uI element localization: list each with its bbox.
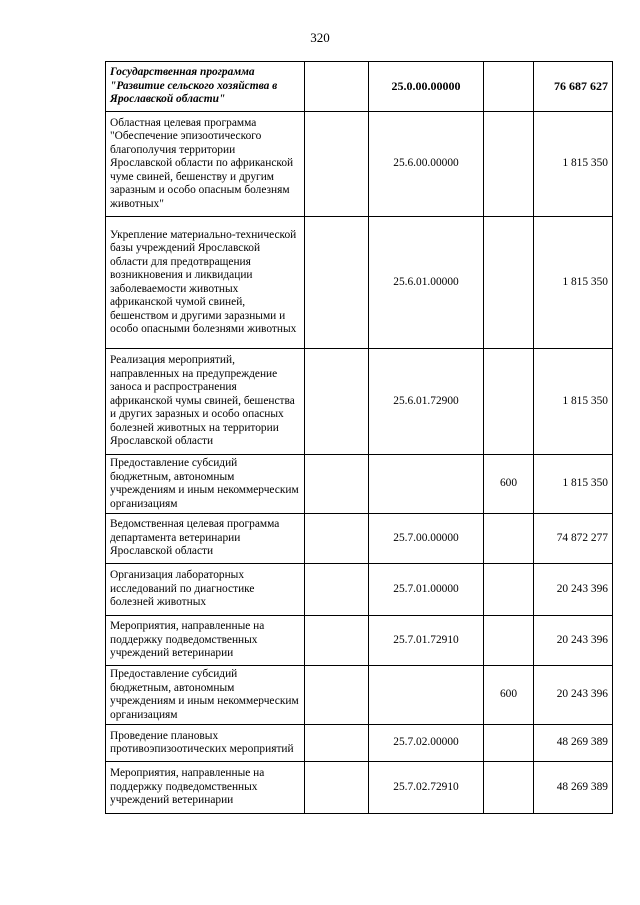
row-code: 25.6.01.72900 bbox=[369, 349, 484, 455]
row-name: Ведомственная целевая программа департамента ветеринарии Ярославской области bbox=[106, 514, 305, 564]
row-code bbox=[369, 455, 484, 514]
table-row bbox=[106, 666, 613, 725]
row-empty-cell bbox=[305, 725, 369, 762]
row-empty-cell bbox=[305, 762, 369, 814]
page-number: 320 bbox=[310, 30, 330, 45]
row-name: Государственная программа "Развитие сельского хозяйства в Ярославской области" bbox=[106, 62, 305, 112]
table-row bbox=[106, 725, 613, 762]
row-sum: 1 815 350 bbox=[534, 112, 613, 217]
row-code: 25.7.01.00000 bbox=[369, 564, 484, 616]
row-empty-cell bbox=[305, 564, 369, 616]
row-empty-cell bbox=[305, 112, 369, 217]
row-code: 25.7.02.72910 bbox=[369, 762, 484, 814]
row-empty-cell bbox=[305, 349, 369, 455]
row-name: Организация лабораторных исследований по диагностике болезней животных bbox=[106, 564, 305, 616]
row-sum: 1 815 350 bbox=[534, 217, 613, 349]
row-empty-cell bbox=[305, 616, 369, 666]
row-code: 25.7.02.00000 bbox=[369, 725, 484, 762]
budget-table bbox=[105, 61, 613, 814]
row-type bbox=[484, 725, 534, 762]
row-type: 600 bbox=[484, 455, 534, 514]
row-empty-cell bbox=[305, 514, 369, 564]
row-type bbox=[484, 62, 534, 112]
row-sum: 1 815 350 bbox=[534, 455, 613, 514]
row-type: 600 bbox=[484, 666, 534, 725]
row-name: Реализация мероприятий, направленных на предупреждение заноса и распространения африканской чумы свиней, бешенства и других заразных и особо опасных болезней животных на территории Ярославской области bbox=[106, 349, 305, 455]
table-row bbox=[106, 616, 613, 666]
table-row bbox=[106, 762, 613, 814]
row-sum: 20 243 396 bbox=[534, 666, 613, 725]
table-row bbox=[106, 514, 613, 564]
row-name: Областная целевая программа "Обеспечение эпизоотического благополучия территории Ярославской области по африканской чуме свиней, бешенству и другим заразным и особо опасным болезням животных" bbox=[106, 112, 305, 217]
row-sum: 76 687 627 bbox=[534, 62, 613, 112]
row-name: Предоставление субсидий бюджетным, автономным учреждениям и иным некоммерческим организациям bbox=[106, 666, 305, 725]
row-name: Мероприятия, направленные на поддержку подведомственных учреждений ветеринарии bbox=[106, 762, 305, 814]
row-sum: 74 872 277 bbox=[534, 514, 613, 564]
row-code: 25.0.00.00000 bbox=[369, 62, 484, 112]
row-type bbox=[484, 564, 534, 616]
row-type bbox=[484, 217, 534, 349]
row-sum: 20 243 396 bbox=[534, 616, 613, 666]
row-empty-cell bbox=[305, 217, 369, 349]
row-type bbox=[484, 616, 534, 666]
row-name: Предоставление субсидий бюджетным, автономным учреждениям и иным некоммерческим организациям bbox=[106, 455, 305, 514]
row-type bbox=[484, 112, 534, 217]
row-type bbox=[484, 514, 534, 564]
row-sum: 48 269 389 bbox=[534, 762, 613, 814]
row-empty-cell bbox=[305, 455, 369, 514]
row-empty-cell bbox=[305, 62, 369, 112]
row-code: 25.6.00.00000 bbox=[369, 112, 484, 217]
row-sum: 48 269 389 bbox=[534, 725, 613, 762]
table-row bbox=[106, 455, 613, 514]
row-name: Мероприятия, направленные на поддержку подведомственных учреждений ветеринарии bbox=[106, 616, 305, 666]
row-code bbox=[369, 666, 484, 725]
row-name: Проведение плановых противоэпизоотических мероприятий bbox=[106, 725, 305, 762]
row-type bbox=[484, 349, 534, 455]
table-row bbox=[106, 349, 613, 455]
table-row bbox=[106, 62, 613, 112]
row-type bbox=[484, 762, 534, 814]
table-row bbox=[106, 564, 613, 616]
row-name: Укрепление материально-технической базы учреждений Ярославской области для предотвращения возникновения и ликвидации заболеваемости животных африканской чумой свиней, бешенством и другими заразными и особо опасными болезнями животных bbox=[106, 217, 305, 349]
table-row bbox=[106, 217, 613, 349]
row-sum: 1 815 350 bbox=[534, 349, 613, 455]
row-empty-cell bbox=[305, 666, 369, 725]
row-sum: 20 243 396 bbox=[534, 564, 613, 616]
row-code: 25.6.01.00000 bbox=[369, 217, 484, 349]
row-code: 25.7.00.00000 bbox=[369, 514, 484, 564]
row-code: 25.7.01.72910 bbox=[369, 616, 484, 666]
table-row bbox=[106, 112, 613, 217]
